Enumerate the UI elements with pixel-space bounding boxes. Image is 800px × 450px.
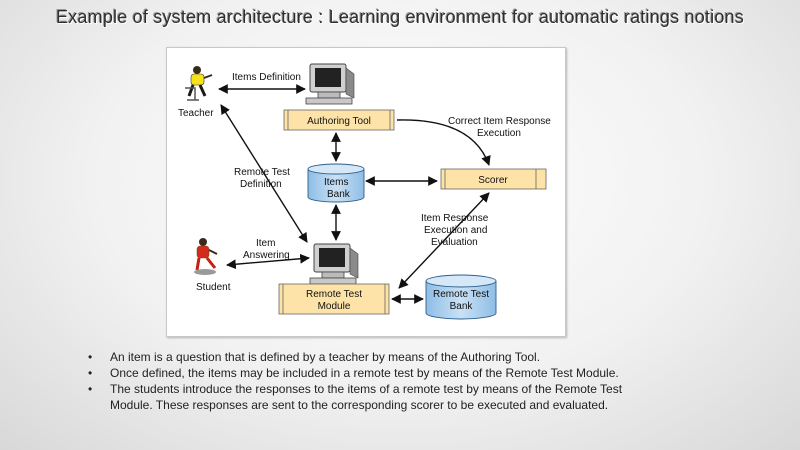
item-response-eval-label-line2: Execution and	[424, 225, 488, 236]
item-answering-label-line1: Item	[256, 238, 276, 249]
correct-item-response-label-line1: Correct Item Response	[448, 116, 551, 127]
bullet-text: Once defined, the items may be included in a remote test by means of the Remote Test Module.	[110, 366, 619, 380]
remote-test-bank-cylinder	[426, 275, 496, 319]
items-bank-label-line1: Items	[324, 177, 349, 188]
slide-title: Example of system architecture : Learning environment for automatic ratings notions	[56, 7, 744, 27]
student-icon	[194, 238, 217, 275]
computer-icon	[306, 64, 354, 104]
bullet-text: The students introduce the responses to the items of a remote test by means of the Remote Test Module. These responses are sent to the corresponding scorer to be executed and evaluated.	[110, 382, 623, 412]
items-definition-label: Items Definition	[232, 72, 301, 83]
bullet-dot-icon: •	[88, 350, 93, 364]
remote-test-module-label-line2: Module	[317, 301, 351, 312]
item-answering-label-line2: Answering	[243, 250, 290, 261]
item-response-eval-label-line3: Evaluation	[431, 237, 478, 248]
teacher-label: Teacher	[178, 108, 214, 119]
authoring-tool-label: Authoring Tool	[307, 116, 371, 127]
bullet-dot-icon: •	[88, 382, 93, 396]
remote-test-definition-label-line1: Remote Test	[234, 167, 290, 178]
bullet-text: An item is a question that is defined by a teacher by means of the Authoring Tool.	[110, 350, 541, 364]
scorer-box	[441, 169, 546, 189]
item-response-eval-label-line1: Item Response	[421, 213, 489, 224]
bullet-item	[88, 381, 648, 413]
items-bank-cylinder	[308, 164, 364, 202]
items-bank-label-line2: Bank	[327, 189, 350, 200]
scorer-label: Scorer	[478, 175, 508, 186]
remote-test-bank-label-line1: Remote Test	[433, 289, 489, 300]
bullet-item	[88, 365, 648, 381]
remote-test-definition-label-line2: Definition	[240, 179, 282, 190]
remote-test-bank-label-line2: Bank	[449, 301, 473, 312]
bullet-item	[88, 349, 648, 365]
remote-test-module-box	[279, 284, 389, 314]
authoring-tool-box	[284, 110, 394, 130]
bullet-dot-icon: •	[88, 366, 93, 380]
teacher-icon	[185, 66, 212, 100]
remote-test-module-label-line1: Remote Test	[306, 289, 362, 300]
architecture-diagram	[166, 47, 566, 337]
bullet-list	[88, 349, 648, 413]
correct-item-response-label-line2: Execution	[477, 128, 521, 139]
student-label: Student	[196, 282, 231, 293]
computer-icon	[310, 244, 358, 284]
architecture-diagram-svg	[167, 48, 565, 336]
